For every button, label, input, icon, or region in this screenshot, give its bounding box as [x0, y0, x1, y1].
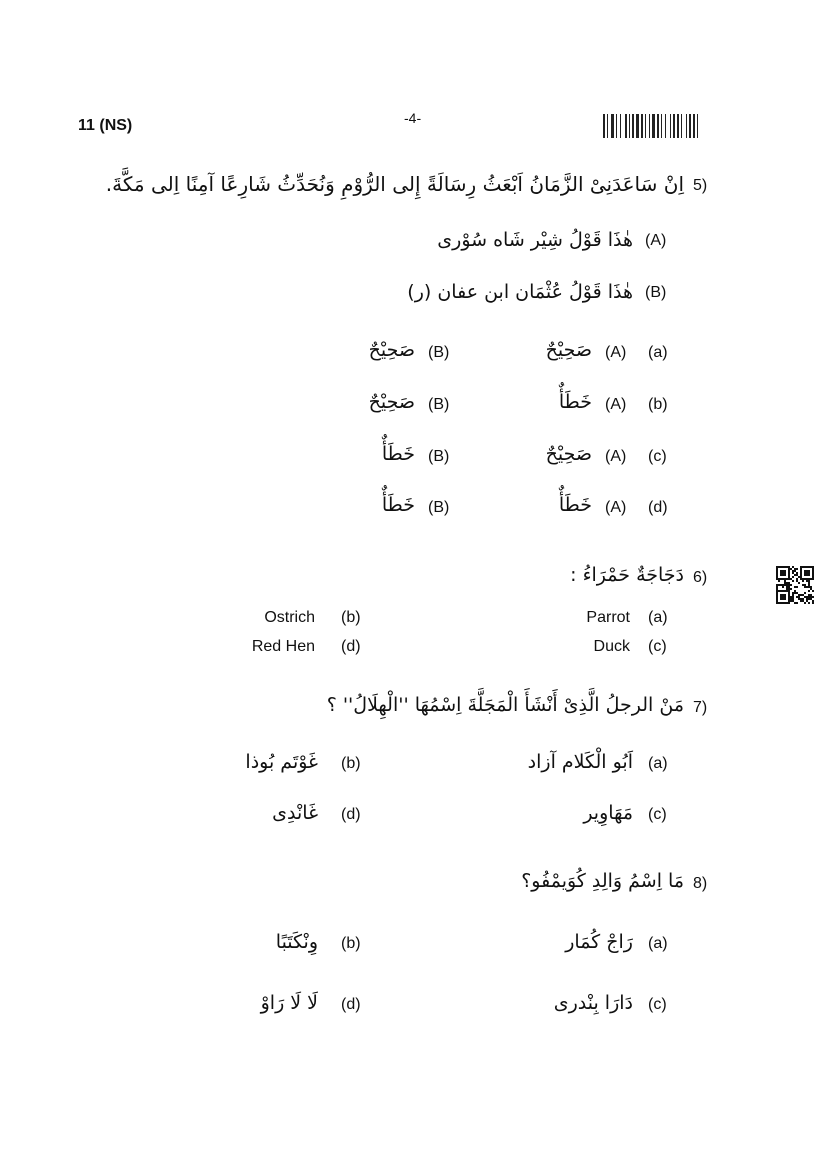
paper-code: 11 (NS): [78, 117, 133, 134]
q7-option-b-text: غَوْتَم بُوذا: [245, 751, 318, 773]
q5-option-b-label: (B): [428, 499, 450, 516]
q5-option-a-value: خَطَأٌ: [558, 391, 592, 413]
q5-option-b-value: خَطَأٌ: [381, 494, 415, 516]
q6-option-a-key[interactable]: (a): [648, 609, 668, 626]
q5-option-b-value: صَحِیْحٌ: [368, 339, 415, 361]
q5-option-key[interactable]: (d): [648, 499, 668, 516]
q5-option-b-label: (B): [428, 396, 450, 413]
q5-text: اِنْ سَاعَدَنِیْ الزَّمَانُ اَبْعَثُ رِسَالَةً إِلی الرُّوْمِ وَنُحَدِّثُ شَارِعًا آمِنًا اِلی مَكَّةَ.: [105, 172, 684, 196]
q7-text: مَنْ الرجلُ الَّذِیْ أَنْشَأَ الْمَجَلَّةَ اِسْمُهَا ''الْهِلَالُ'' ؟: [326, 694, 684, 716]
q8-option-b-text: وِنْكَتَبًا: [275, 931, 318, 953]
q7-option-a-key[interactable]: (a): [648, 755, 668, 772]
q8-option-b-key[interactable]: (b): [341, 935, 361, 952]
q5-option-a-value: صَحِیْحٌ: [545, 443, 592, 465]
q8-option-c-key[interactable]: (c): [648, 996, 667, 1013]
q5-option-a-value: صَحِیْحٌ: [545, 339, 592, 361]
q6-option-b-text: Ostrich: [264, 609, 315, 626]
q5-option-a-value: خَطَأٌ: [558, 494, 592, 516]
q6-text: دَجَاجَةٌ حَمْرَاءُ :: [570, 564, 684, 586]
q5-option-b-label: (B): [428, 448, 450, 465]
q6-option-d-key[interactable]: (d): [341, 638, 361, 655]
q5-option-a-label: (A): [605, 396, 627, 413]
q7-option-d-text: غَانْدِی: [272, 802, 318, 824]
q7-option-a-text: اَبُو الْكَلام آزاد: [527, 751, 633, 773]
q6-option-c-key[interactable]: (c): [648, 638, 667, 655]
q6-option-c-text: Duck: [593, 638, 630, 655]
q5-statement-a-text: هٰذَا قَوْلُ شِیْر شَاه سُوْری: [437, 229, 633, 251]
q8-number: 8): [693, 875, 708, 892]
q5-option-key[interactable]: (b): [648, 396, 668, 413]
q6-option-a-text: Parrot: [586, 609, 630, 626]
q8-text: مَا اِسْمُ وَالِدِ كُوَیمْفُو؟: [521, 870, 684, 892]
q6-option-b-key[interactable]: (b): [341, 609, 361, 626]
q5-option-a-label: (A): [605, 344, 627, 361]
q7-number: 7): [693, 699, 708, 716]
q7-option-b-key[interactable]: (b): [341, 755, 361, 772]
q5-option-a-label: (A): [605, 499, 627, 516]
q5-number: 5): [693, 177, 708, 194]
barcode-image: [603, 114, 745, 138]
q5-statement-b-label: (B): [645, 284, 667, 301]
q8-option-d-text: لَا لَا رَاوْ: [260, 992, 318, 1014]
q8-option-d-key[interactable]: (d): [341, 996, 361, 1013]
q7-option-c-key[interactable]: (c): [648, 806, 667, 823]
q5-statement-b-text: هٰذَا قَوْلُ عُثْمَان ابن عفان (ر): [407, 281, 633, 303]
q5-option-key[interactable]: (a): [648, 344, 668, 361]
q5-option-a-label: (A): [605, 448, 627, 465]
q7-option-d-key[interactable]: (d): [341, 806, 361, 823]
qr-code-image: [776, 566, 814, 604]
q8-option-c-text: دَارَا بِنْدری: [553, 992, 633, 1014]
q8-option-a-key[interactable]: (a): [648, 935, 668, 952]
q5-option-key[interactable]: (c): [648, 448, 667, 465]
page-number: -4-: [404, 110, 422, 126]
q8-option-a-text: رَاجْ كُمَار: [565, 931, 633, 953]
q5-option-b-value: خَطَأٌ: [381, 443, 415, 465]
q7-option-c-text: مَهَاوِیر: [583, 802, 633, 824]
q5-option-b-value: صَحِیْحٌ: [368, 391, 415, 413]
q6-option-d-text: Red Hen: [251, 638, 315, 655]
q6-number: 6): [693, 569, 708, 586]
q5-option-b-label: (B): [428, 344, 450, 361]
q5-statement-a-label: (A): [645, 232, 667, 249]
